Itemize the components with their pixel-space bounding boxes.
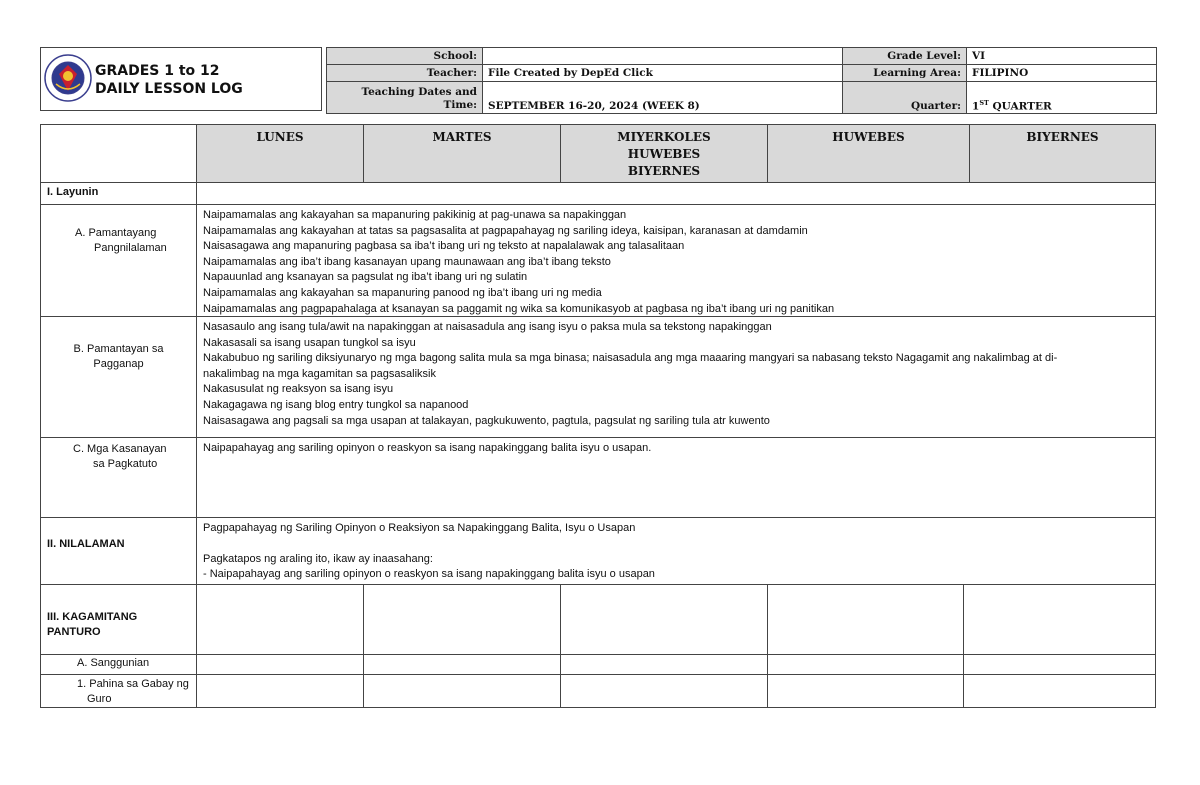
pamantayang-pangnilalaman-label: A. Pamantayang Pangnilalaman <box>41 205 197 316</box>
kasanayan-label: C. Mga Kasanayan sa Pagkatuto <box>41 438 197 517</box>
pamantayang-pangnilalaman-content: Naipamamalas ang kakayahan sa mapanuring pakikinig at pag-unawa sa napakinggan Naipamamalas ang kakayahan at tatas sa pagsasalita at pagpapahayag ng sariling ideya, kaisipan, karanasan at damdamin Naisasagawa ang mapanuring pagbasa sa iba’t ibang uri ng teksto at napalalawak ang talasalitaan Naipamamalas ang iba’t ibang kasanayan upang maunawaan ang iba’t ibang teksto Napauunlad ang ksanayan sa pagsulat ng iba’t ibang uri ng sulatin Naipamamalas ang kakayahan sa mapanuring panood ng iba’t ibang uri ng media Naipamamalas ang pagpapahalaga at ksanayan sa paggamit ng wika sa komunikasyob at pagbasa ng iba’t ibang uri ng panitikan <box>203 209 835 315</box>
days-header-row <box>40 124 1156 183</box>
nilalaman-row <box>40 518 1156 585</box>
pamantayang-pangnilalaman-row <box>40 205 1156 317</box>
nilalaman-content: Pagpapahayag ng Sariling Opinyon o Reaksiyon sa Napakinggang Balita, Isyu o Usapan Pagkatapos ng araling ito, ikaw ay inaasahang: - Naipapahayag ang sariling opinyon o reaskyon sa isang napakinggang balita isyu o usapan <box>203 522 655 581</box>
title-line-2: DAILY LESSON LOG <box>95 81 243 97</box>
pamantayan-pagganap-label: B. Pamantayan sa Pagganap <box>41 317 197 437</box>
header-info-table <box>326 47 1157 114</box>
kagamitan-label: III. KAGAMITANG PANTURO <box>41 585 197 654</box>
teacher-value: File Created by DepEd Click <box>483 65 843 82</box>
teaching-dates-label: Teaching Dates and Time: <box>327 82 483 114</box>
sanggunian-cell-martes <box>364 655 561 674</box>
pahina-cell-martes <box>364 675 561 707</box>
pamantayan-pagganap-row <box>40 317 1156 438</box>
nilalaman-label: II. NILALAMAN <box>41 518 197 584</box>
kagamitan-row <box>40 585 1156 655</box>
school-value <box>483 48 843 65</box>
kagamitan-cell-martes <box>364 585 561 654</box>
header-title-box <box>40 47 322 111</box>
teacher-label: Teacher: <box>327 65 483 82</box>
deped-seal-icon <box>44 54 92 102</box>
day-lunes: LUNES <box>197 125 364 182</box>
kagamitan-cell-lunes <box>197 585 364 654</box>
day-martes: MARTES <box>364 125 561 182</box>
pahina-cell-huwebes <box>768 675 964 707</box>
day-miyerkoles: MIYERKOLES HUWEBES BIYERNES <box>561 125 768 182</box>
sanggunian-cell-miyerkoles <box>561 655 768 674</box>
school-label: School: <box>327 48 483 65</box>
teaching-dates-value: SEPTEMBER 16-20, 2024 (WEEK 8) <box>483 82 843 114</box>
corner-cell <box>41 125 197 182</box>
sanggunian-row <box>40 655 1156 675</box>
sanggunian-cell-huwebes <box>768 655 964 674</box>
sanggunian-cell-lunes <box>197 655 364 674</box>
kagamitan-cell-miyerkoles <box>561 585 768 654</box>
layunin-row <box>40 183 1156 205</box>
kagamitan-cell-huwebes <box>768 585 964 654</box>
pahina-cell-miyerkoles <box>561 675 768 707</box>
day-huwebes: HUWEBES <box>768 125 970 182</box>
grade-level-label: Grade Level: <box>843 48 967 65</box>
kasanayan-content: Naipapahayag ang sariling opinyon o reaskyon sa isang napakinggang balita isyu o usapan. <box>203 442 652 454</box>
pahina-gabay-row <box>40 675 1156 708</box>
pahina-cell-lunes <box>197 675 364 707</box>
learning-area-label: Learning Area: <box>843 65 967 82</box>
pahina-gabay-label: 1. Pahina sa Gabay ng Guro <box>41 675 197 707</box>
kasanayan-row <box>40 438 1156 518</box>
day-biyernes: BIYERNES <box>970 125 1155 182</box>
quarter-value: 1ST QUARTER <box>967 82 1157 114</box>
learning-area-value: FILIPINO <box>967 65 1157 82</box>
layunin-label: I. Layunin <box>41 183 197 204</box>
quarter-label: Quarter: <box>843 82 967 114</box>
title-line-1: GRADES 1 to 12 <box>95 63 220 79</box>
grade-level-value: VI <box>967 48 1157 65</box>
pamantayan-pagganap-content: Nasasaulo ang isang tula/awit na napakinggan at naisasadula ang isang isyu o paksa mula sa tekstong napakinggan Nakasasali sa isang usapan tungkol sa isyu Nakabubuo ng sariling diksiyunaryo ng mga bagong salita mula sa mga binasa; naisasadula ang mga maaaring mangyari sa nabasang teksto Nagagamit ang nakalimbag at di- nakalimbag na mga kagamitan sa pagsasaliksik Nakasusulat ng reaksyon sa isang isyu Nakagagawa ng isang blog entry tungkol sa napanood Naisasagawa ang pagsali sa mga usapan at talakayan, pagkukuwento, pagtula, pagsulat ng sariling tula atr kuwento <box>203 321 1058 427</box>
sanggunian-label: A. Sanggunian <box>41 655 197 674</box>
